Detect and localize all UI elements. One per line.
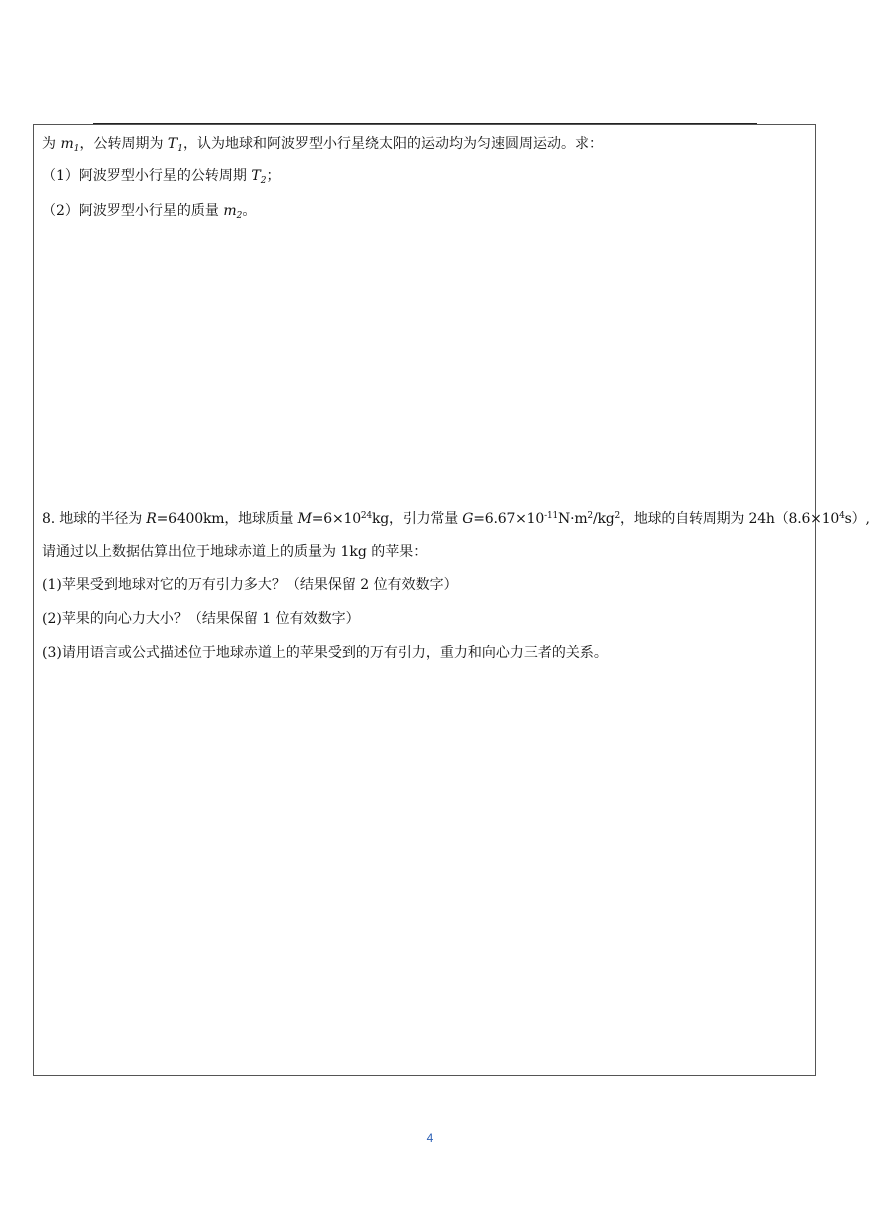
q7-line-3 bbox=[42, 202, 256, 225]
superscript: 2 bbox=[587, 511, 593, 521]
superscript: 4 bbox=[839, 511, 845, 521]
superscript: 24 bbox=[360, 511, 372, 521]
answer-frame bbox=[33, 124, 870, 1076]
text: =6.67×10 bbox=[473, 511, 545, 527]
q8-line-3: (1)苹果受到地球对它的万有引力多大？（结果保留 2 位有效数字） bbox=[42, 577, 458, 593]
text: （2）阿波罗型小行星的质量 bbox=[42, 203, 224, 219]
text: ，认为地球和阿波罗型小行星绕太阳的运动均为匀速圆周运动。求： bbox=[183, 136, 603, 152]
var-t: T bbox=[251, 168, 261, 184]
q7-line-2 bbox=[42, 167, 280, 190]
var-t: T bbox=[167, 136, 178, 152]
q8-line-1 bbox=[42, 507, 870, 528]
subscript: 2 bbox=[260, 176, 267, 186]
text: s）, bbox=[844, 511, 870, 527]
var-g: G bbox=[462, 511, 474, 527]
text: N·m bbox=[558, 511, 588, 527]
text: 8. 地球的半径为 bbox=[42, 511, 147, 527]
var-m: m bbox=[223, 203, 237, 219]
text: 为 bbox=[42, 136, 61, 152]
q8-line-4: (2)苹果的向心力大小？（结果保留 1 位有效数字） bbox=[42, 611, 360, 627]
q8-line-5: (3)请用语言或公式描述位于地球赤道上的苹果受到的万有引力，重力和向心力三者的关系。 bbox=[42, 645, 608, 661]
text: =6400km，地球质量 bbox=[156, 511, 298, 527]
text: 。 bbox=[242, 203, 257, 219]
text: kg，引力常量 bbox=[371, 511, 463, 527]
subscript: 1 bbox=[177, 144, 183, 154]
page-number: 4 bbox=[426, 1131, 434, 1145]
text: /kg bbox=[592, 511, 615, 527]
text: ，公转周期为 bbox=[79, 136, 168, 152]
text: （1）阿波罗型小行星的公转周期 bbox=[42, 168, 252, 184]
subscript: 2 bbox=[236, 211, 243, 221]
text: ，地球的自转周期为 24h（8.6×10 bbox=[620, 511, 840, 527]
text: =6×10 bbox=[311, 511, 361, 527]
var-m: m bbox=[60, 136, 74, 152]
q7-line-1 bbox=[42, 135, 603, 158]
text: ； bbox=[266, 168, 281, 184]
q8-line-2: 请通过以上数据估算出位于地球赤道上的质量为 1kg 的苹果： bbox=[42, 544, 428, 560]
superscript: -11 bbox=[544, 511, 559, 521]
subscript: 1 bbox=[73, 144, 80, 154]
var-m: M bbox=[297, 511, 312, 527]
var-r: R bbox=[146, 511, 157, 527]
superscript: 2 bbox=[614, 511, 621, 521]
